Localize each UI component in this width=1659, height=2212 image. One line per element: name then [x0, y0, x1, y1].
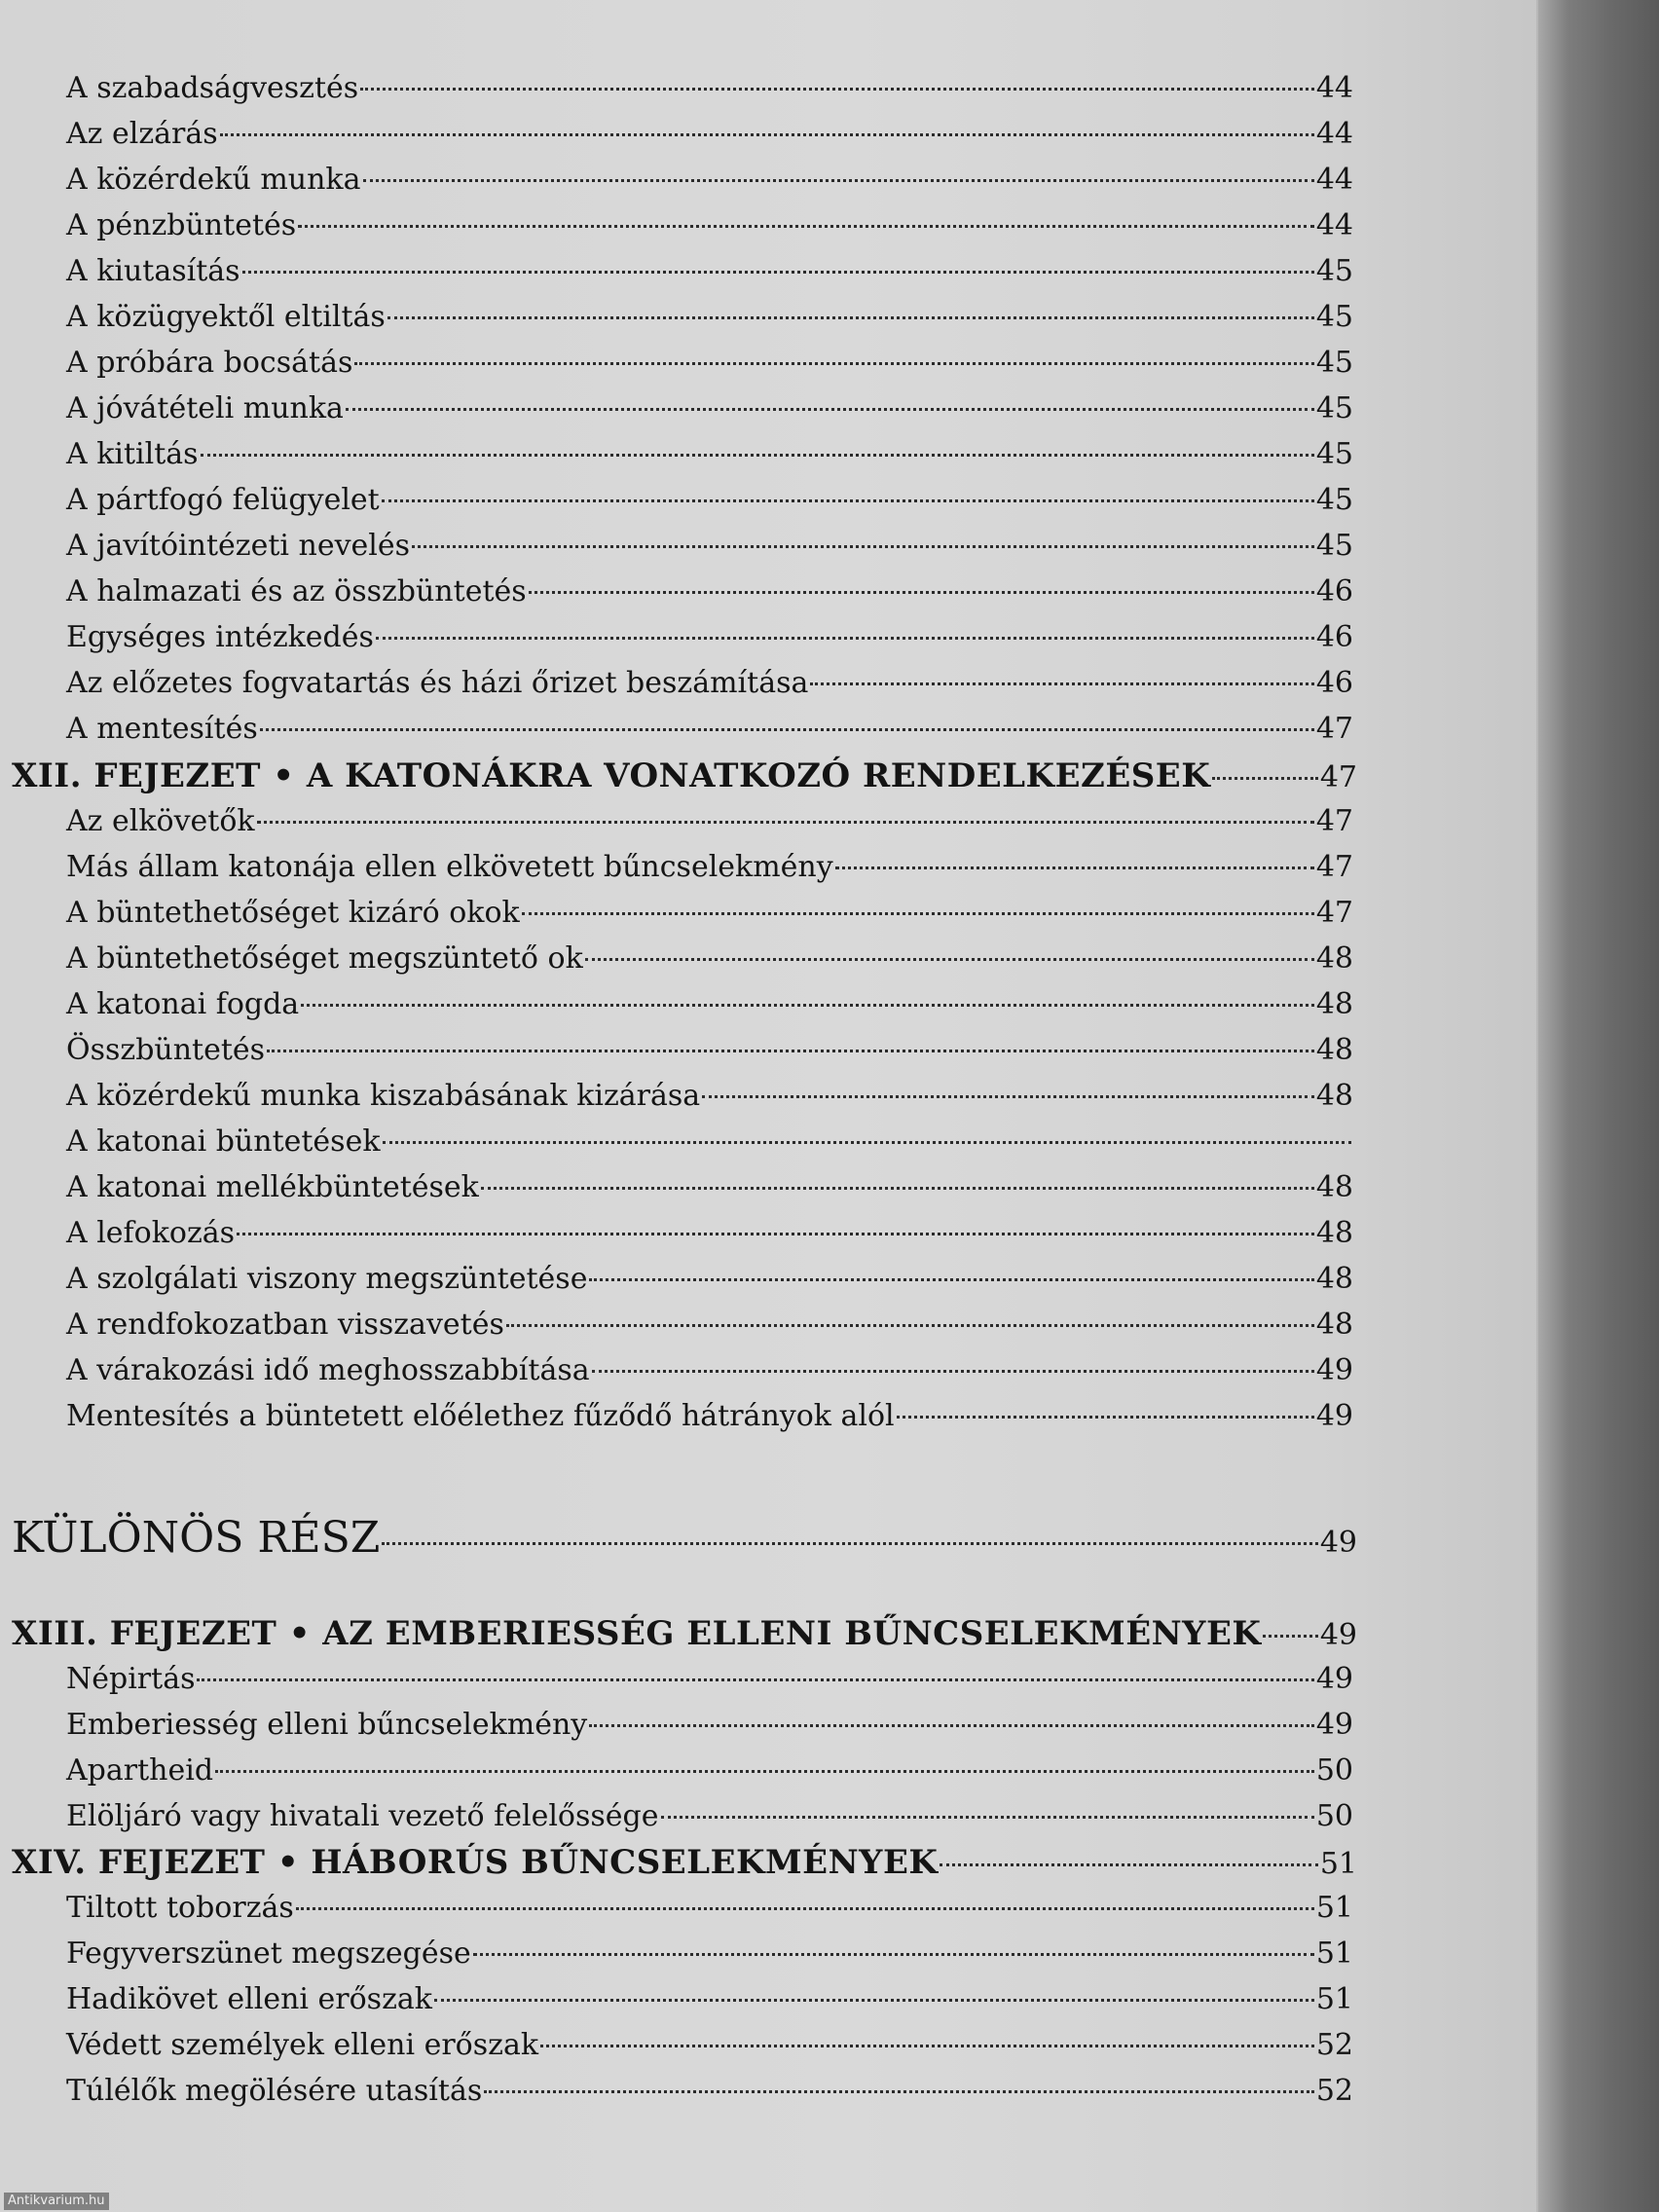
- dot-leader: [301, 1004, 1314, 1007]
- toc-entry-page: 46: [1315, 574, 1353, 608]
- dot-leader: [481, 1187, 1314, 1190]
- toc-entry-page: 48: [1315, 987, 1353, 1021]
- toc-entry-title: A szolgálati viszony megszüntetése: [66, 1262, 588, 1296]
- dot-leader: [589, 1724, 1314, 1727]
- toc-entry-title: Más állam katonája ellen elkövetett bűncselekmény: [66, 850, 833, 884]
- toc-entry-title: Összbüntetés: [66, 1033, 266, 1067]
- toc-entry: [66, 295, 1353, 340]
- toc-entry: [66, 937, 1353, 981]
- toc-entry: [66, 249, 1353, 294]
- toc-entry: [66, 1257, 1353, 1302]
- dot-leader: [298, 225, 1314, 228]
- toc-entry-page: 44: [1315, 71, 1353, 105]
- toc-entry: [66, 1932, 1353, 1976]
- toc-entry-page: 51: [1315, 1891, 1353, 1925]
- toc-entry: [66, 1657, 1353, 1702]
- toc-entry-page: 49: [1315, 1708, 1353, 1742]
- dot-leader: [354, 362, 1313, 365]
- toc-entry-page: 50: [1315, 1799, 1353, 1833]
- toc-entry-page: 50: [1315, 1753, 1353, 1788]
- toc-entry: [66, 1074, 1353, 1119]
- dot-leader: [376, 637, 1314, 640]
- toc-entry-title: Védett személyek elleni erőszak: [66, 2028, 539, 2062]
- dot-leader: [1263, 1635, 1317, 1638]
- toc-entry-title: A közérdekű munka kiszabásának kizárása: [66, 1079, 701, 1113]
- toc-entry-page: 46: [1315, 620, 1353, 654]
- toc-entry: [66, 2023, 1353, 2068]
- dot-leader: [592, 1370, 1314, 1373]
- toc-entry-title: Az előzetes fogvatartás és házi őrizet beszámítása: [66, 666, 809, 700]
- toc-entry-title: Az elzárás: [66, 117, 218, 151]
- toc-part-heading: [12, 1509, 1357, 1567]
- dot-leader: [434, 1999, 1314, 2002]
- toc-entry-title: A mentesítés: [66, 712, 258, 746]
- toc-entry: [66, 1703, 1353, 1748]
- dot-leader: [257, 821, 1314, 824]
- toc-entry-page: 45: [1315, 483, 1353, 517]
- toc-entry: [66, 432, 1353, 477]
- dot-leader: [589, 1278, 1313, 1281]
- book-spine-shadow: [1538, 0, 1659, 2212]
- toc-entry-page: 49: [1315, 1662, 1353, 1696]
- toc-chapter-title: XIV. FEJEZET • HÁBORÚS BŰNCSELEKMÉNYEK: [12, 1843, 939, 1882]
- toc-entry: [66, 570, 1353, 614]
- dot-leader: [522, 912, 1314, 915]
- dot-leader: [661, 1816, 1314, 1819]
- toc-entry: [66, 1749, 1353, 1793]
- dot-leader: [382, 1542, 1317, 1545]
- dot-leader: [484, 2090, 1314, 2093]
- dot-leader: [540, 2045, 1314, 2047]
- toc-entry-title: A várakozási idő meghosszabbítása: [66, 1353, 590, 1387]
- dot-leader: [242, 271, 1314, 274]
- toc-entry: [66, 1028, 1353, 1073]
- toc-entry-title: A kiutasítás: [66, 254, 240, 288]
- toc-chapter-title: XII. FEJEZET • A KATONÁKRA VONATKOZÓ RENDELKEZÉSEK: [12, 756, 1211, 795]
- toc-entry: [66, 799, 1353, 844]
- toc-entry-page: 44: [1315, 208, 1353, 242]
- toc-entry-title: A büntethetőséget kizáró okok: [66, 896, 520, 930]
- toc-entry: [66, 1394, 1353, 1439]
- toc-entry: [66, 524, 1353, 569]
- toc-entry-page: 45: [1315, 254, 1353, 288]
- toc-entry-page: 49: [1319, 1618, 1357, 1652]
- toc-entry-title: A katonai mellékbüntetések: [66, 1170, 479, 1204]
- toc-entry: [66, 341, 1353, 386]
- dot-leader: [346, 408, 1314, 411]
- toc-entry-title: Mentesítés a büntetett előélethez fűződő hátrányok alól: [66, 1399, 895, 1433]
- dot-leader: [810, 682, 1313, 685]
- toc-entry-page: 47: [1315, 896, 1353, 930]
- toc-entry-page: 45: [1315, 300, 1353, 334]
- dot-leader: [363, 179, 1314, 182]
- toc-entry: [66, 845, 1353, 890]
- toc-entry-page: 47: [1315, 712, 1353, 746]
- toc-entry: [66, 707, 1353, 752]
- dot-leader: [197, 1678, 1313, 1681]
- dot-leader: [296, 1907, 1314, 1910]
- toc-chapter-heading: [12, 754, 1357, 798]
- toc-entry-title: A közügyektől eltiltás: [66, 300, 386, 334]
- toc-chapter-heading: [12, 1611, 1357, 1656]
- toc-entry-page: 48: [1315, 1308, 1353, 1342]
- dot-leader: [387, 316, 1314, 319]
- toc-entry-title: A javítóintézeti nevelés: [66, 529, 411, 563]
- dot-leader: [267, 1050, 1314, 1052]
- toc-entry-title: Túlélők megölésére utasítás: [66, 2074, 483, 2108]
- toc-entry-title: A pénzbüntetés: [66, 208, 297, 242]
- toc-entry-page: 48: [1315, 1079, 1353, 1113]
- toc-entry-page: 51: [1319, 1847, 1357, 1881]
- toc-entry-title: A jóvátételi munka: [66, 391, 344, 425]
- toc-entry-title: Népirtás: [66, 1662, 196, 1696]
- toc-entry-page: 48: [1315, 1033, 1353, 1067]
- toc-entry-page: 52: [1315, 2028, 1353, 2062]
- dot-leader: [215, 1770, 1314, 1773]
- toc-entry-page: 47: [1315, 804, 1353, 838]
- dot-leader: [237, 1233, 1314, 1235]
- dot-leader: [382, 499, 1314, 502]
- toc-entry: [66, 1886, 1353, 1931]
- toc-entry-page: 49: [1315, 1399, 1353, 1433]
- toc-entry-title: A próbára bocsátás: [66, 346, 353, 380]
- toc-entry: [66, 982, 1353, 1027]
- toc-entry: [66, 1303, 1353, 1347]
- toc-entry: [66, 203, 1353, 248]
- toc-entry-page: 48: [1315, 941, 1353, 976]
- toc-entry-title: Emberiesség elleni bűncselekmény: [66, 1708, 588, 1742]
- watermark: Antikvarium.hu: [4, 2193, 109, 2210]
- dot-leader: [585, 958, 1314, 961]
- dot-leader: [1212, 777, 1318, 780]
- dot-leader: [702, 1095, 1314, 1098]
- toc-entry: [66, 1165, 1353, 1210]
- dot-leader: [412, 545, 1314, 548]
- toc-entry-title: Egységes intézkedés: [66, 620, 374, 654]
- toc-entry-page: 47: [1319, 760, 1357, 794]
- toc-entry-title: Fegyverszünet megszegése: [66, 1936, 471, 1971]
- toc-entry: [66, 478, 1353, 523]
- toc-entry-page: 48: [1315, 1216, 1353, 1250]
- toc-entry-page: 52: [1315, 2074, 1353, 2108]
- toc-entry: [66, 66, 1353, 111]
- toc-entry: [66, 615, 1353, 660]
- dot-leader: [383, 1141, 1351, 1144]
- dot-leader: [260, 728, 1314, 731]
- toc-entry-title: A közérdekű munka: [66, 163, 361, 197]
- dot-leader: [360, 88, 1314, 91]
- toc-entry-page: 44: [1315, 117, 1353, 151]
- toc-entry-title: A szabadságvesztés: [66, 71, 359, 105]
- toc-entry-page: 45: [1315, 391, 1353, 425]
- toc-entry: [66, 891, 1353, 936]
- toc-entry: [66, 387, 1353, 431]
- toc-entry: [66, 1977, 1353, 2022]
- toc-entry-page: 47: [1315, 850, 1353, 884]
- dot-leader: [835, 866, 1314, 869]
- toc-entry-page: 51: [1315, 1982, 1353, 2016]
- toc-entry-title: A lefokozás: [66, 1216, 236, 1250]
- dot-leader: [220, 133, 1314, 136]
- toc-entry-title: Hadikövet elleni erőszak: [66, 1982, 432, 2016]
- toc-entry-title: A büntethetőséget megszüntető ok: [66, 941, 583, 976]
- toc-entry: [66, 158, 1353, 203]
- toc-entry-title: A rendfokozatban visszavetés: [66, 1308, 504, 1342]
- toc-entry-page: 48: [1315, 1262, 1353, 1296]
- toc-entry: [66, 112, 1353, 157]
- toc-chapter-title: XIII. FEJEZET • AZ EMBERIESSÉG ELLENI BŰNCSELEKMÉNYEK: [12, 1614, 1262, 1653]
- toc-entry-title: Apartheid: [66, 1753, 214, 1788]
- toc-part-title: KÜLÖNÖS RÉSZ: [12, 1513, 381, 1563]
- dot-leader: [473, 1953, 1314, 1956]
- toc-entry-title: A pártfogó felügyelet: [66, 483, 380, 517]
- toc-entry-title: A kitiltás: [66, 437, 199, 471]
- toc-entry-page: 49: [1315, 1353, 1353, 1387]
- toc-entry-page: 49: [1319, 1526, 1357, 1560]
- toc-entry-title: Elöljáró vagy hivatali vezető felelőssége: [66, 1799, 659, 1833]
- toc-entry: [66, 2069, 1353, 2114]
- toc-entry: [66, 661, 1353, 706]
- toc-entry-title: Az elkövetők: [66, 804, 255, 838]
- toc-entry-page: 45: [1315, 437, 1353, 471]
- toc-entry: [66, 1120, 1353, 1164]
- dot-leader: [506, 1324, 1314, 1327]
- toc-entry-page: 51: [1315, 1936, 1353, 1971]
- toc-entry: [66, 1211, 1353, 1256]
- toc-chapter-heading: [12, 1840, 1357, 1885]
- dot-leader: [897, 1416, 1314, 1419]
- toc-entry-page: 45: [1315, 346, 1353, 380]
- dot-leader: [201, 454, 1314, 457]
- toc-entry-title: A katonai fogda: [66, 987, 300, 1021]
- toc-entry: [66, 1348, 1353, 1393]
- toc-entry-title: Tiltott toborzás: [66, 1891, 294, 1925]
- toc-entry-title: A katonai büntetések: [66, 1124, 381, 1159]
- dot-leader: [940, 1863, 1317, 1866]
- toc-entry-page: 48: [1315, 1170, 1353, 1204]
- toc-entry-page: 44: [1315, 163, 1353, 197]
- dot-leader: [529, 591, 1314, 594]
- toc-entry-title: A halmazati és az összbüntetés: [66, 574, 527, 608]
- toc-entry-page: 45: [1315, 529, 1353, 563]
- toc-entry-page: 46: [1315, 666, 1353, 700]
- toc-entry: [66, 1794, 1353, 1839]
